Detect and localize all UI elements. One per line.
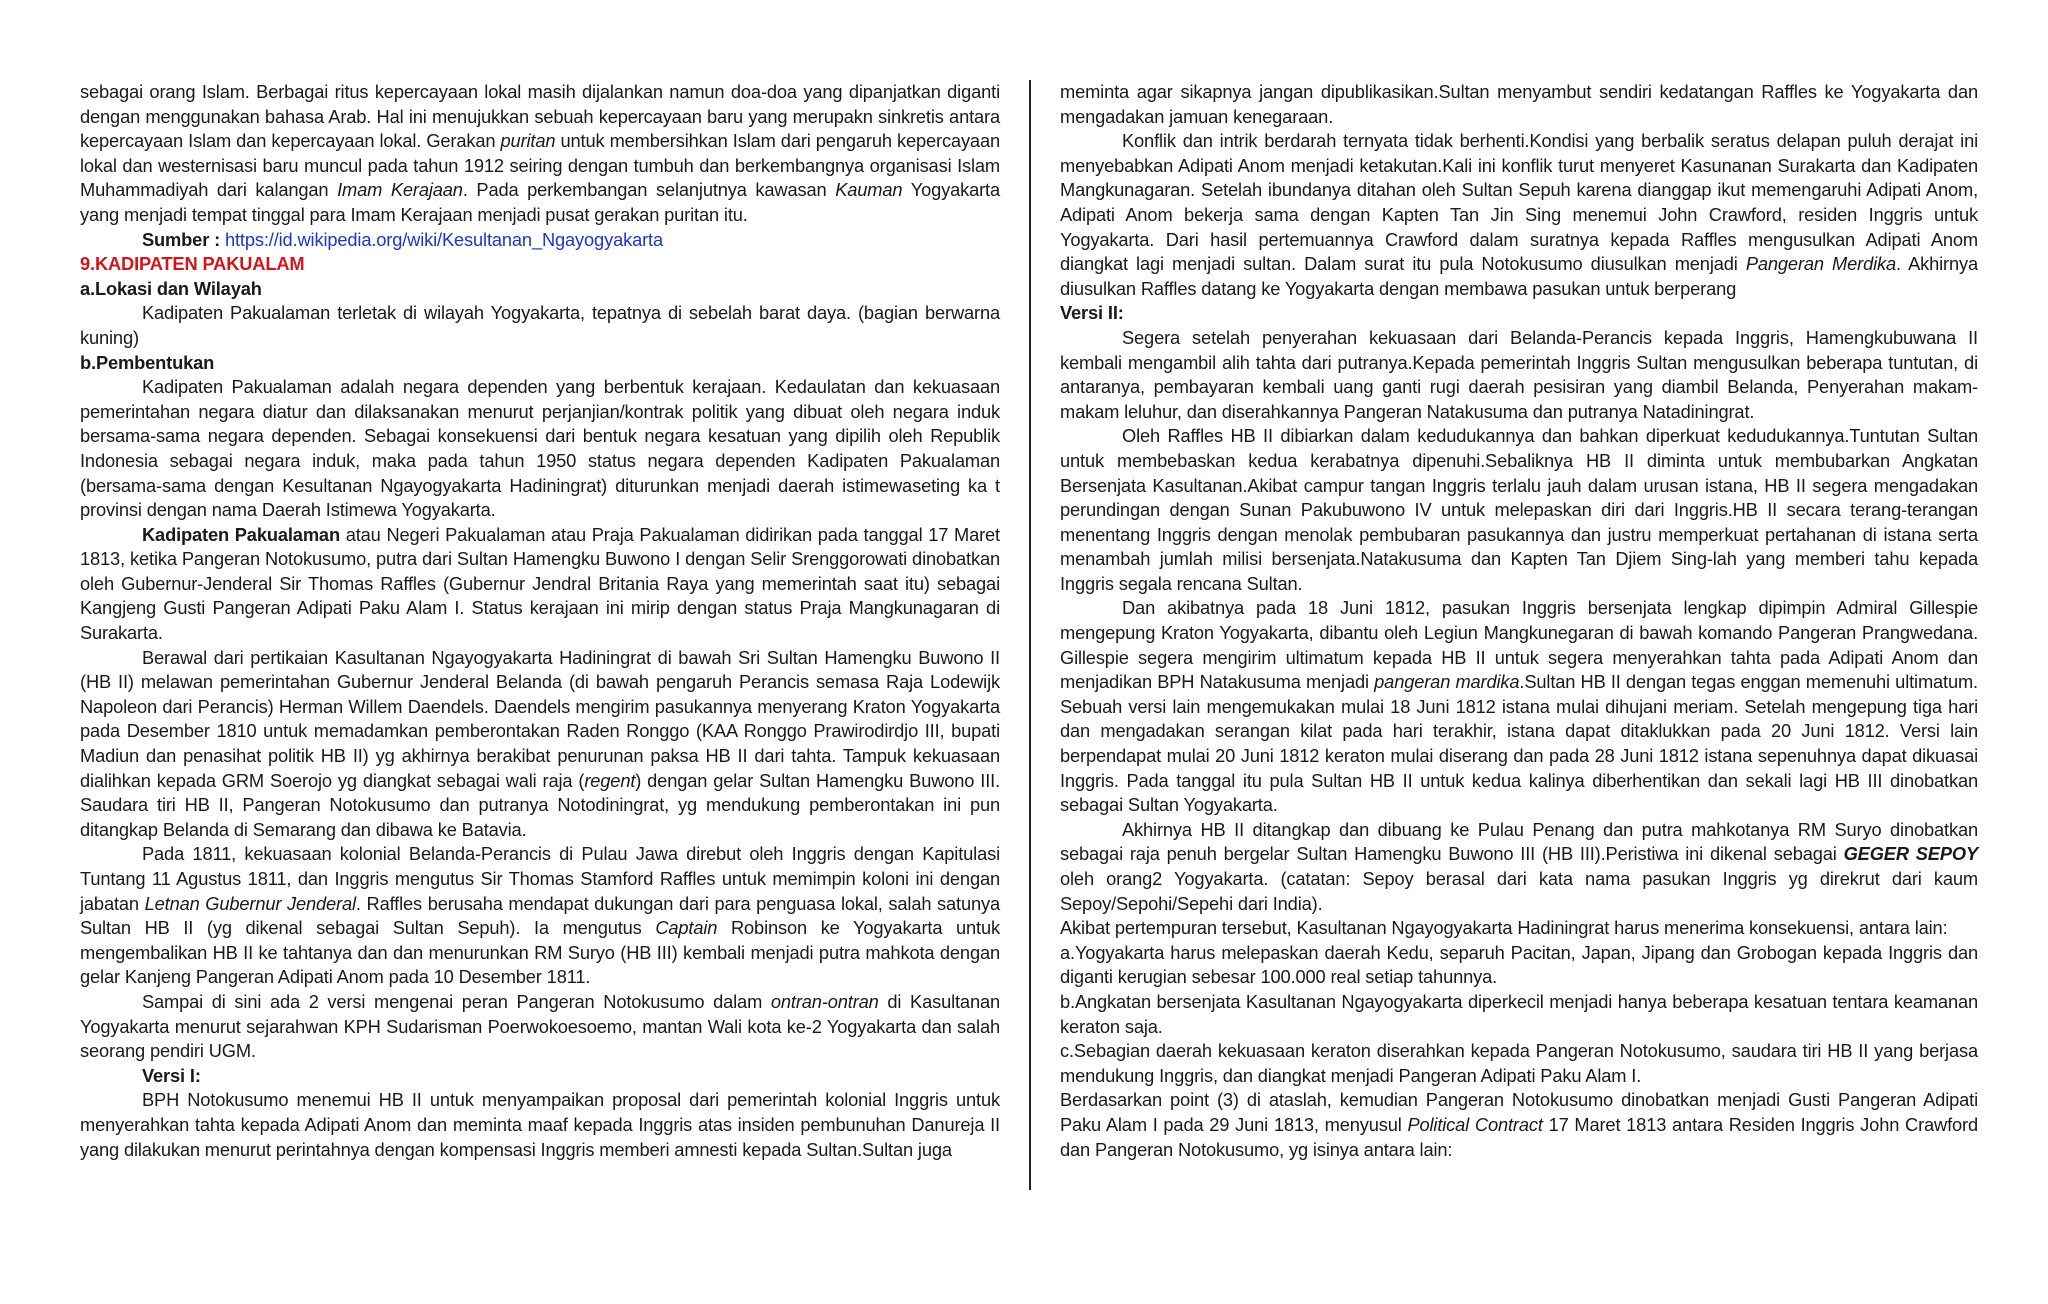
paragraph-akibat: Akibat pertempuran tersebut, Kasultanan Ngayogyakarta Hadiningrat harus menerima konsekuensi, antara lain: xyxy=(1060,917,1948,939)
paragraph-pembentukan-1: Kadipaten Pakualaman adalah negara dependen yang berbentuk kerajaan. Kedaulatan dan kekuasaan pemerintahan negara diatur dan dilaksanakan menurut perjanjian/kontrak politik yang dibuat oleh negara induk bersama-sama negara dependen. Sebagai konsekuensi dari bentuk negara kesatuan yang dipilih oleh Republik Indonesia sebagai negara induk, maka pada tahun 1950 status negara dependen Kadipaten Pakualaman (bersama-sama dengan Kesultanan Ngayogyakarta Hadiningrat) diturunkan menjadi daerah istimewaseting ka t provinsi dengan nama Daerah Istimewa Yogyakarta. xyxy=(80,376,1000,521)
versi-1-heading: Versi I: xyxy=(142,1064,201,1086)
source-label: Sumber : xyxy=(142,228,225,250)
subheading-pembentukan: b.Pembentukan xyxy=(80,351,215,373)
paragraph-pembentukan-2: Kadipaten Pakualaman atau Negeri Pakualaman atau Praja Pakualaman didirikan pada tanggal 17 Maret 1813, ketika Pangeran Notokusumo, putra dari Sultan Hamengku Buwono I dengan Selir Srenggorowati dinobatkan oleh Gubernur-Jenderal Sir Thomas Raffles (Gubernur Jendral Britania Raya yang memerintah saat itu) sebagai Kangjeng Gusti Pangeran Adipati Paku Alam I. Status kerajaan ini mirip dengan status Praja Mangkunagaran di Surakarta. xyxy=(80,523,1000,644)
paragraph-versi-1: BPH Notokusumo menemui HB II untuk menyampaikan proposal dari pemerintah kolonial Inggris untuk menyerahkan tahta kepada Adipati Anom dan meminta maaf kepada Inggris atas insiden pembunuhan Danureja II yang dilakukan menurut perintahnya dengan kompensasi Inggris memberi amnesti kepada Sultan.Sultan juga xyxy=(80,1089,1000,1160)
paragraph-sampai: Sampai di sini ada 2 versi mengenai peran Pangeran Notokusumo dalam ontran-ontran di Kasultanan Yogyakarta menurut sejarahwan KPH Sudarisman Poerwokoesoemo, mantan Wali kota ke-2 Yogyakarta dan salah seorang pendiri UGM. xyxy=(80,990,1001,1062)
paragraph-konflik: Konflik dan intrik berdarah ternyata tidak berhenti.Kondisi yang berbalik seratus delapan puluh derajat ini menyebabkan Adipati Anom menjadi ketakutan.Kali ini konflik turut menyeret Kasunanan Surakarta dan Kadipaten Mangkunagaran. Setelah ibundanya ditahan oleh Sultan Sepuh karena dianggap ikut memengaruhi Adipati Anom, Adipati Anom bekerja sama dengan Kapten Tan Jin Sing menemui John Crawford, residen Inggris untuk Yogyakarta. Dari hasil pertemuannya Crawford dalam suratnya kepada Raffles mengusulkan Adipati Anom diangkat lagi menjadi sultan. Dalam surat itu pula Notokusumo diusulkan menjadi Pangeran Merdika. Akhirnya diusulkan Raffles datang ke Yogyakarta dengan membawa pasukan untuk berperang xyxy=(1060,130,1979,299)
paragraph-1811: Pada 1811, kekuasaan kolonial Belanda-Perancis di Pulau Jawa direbut oleh Inggris dengan Kapitulasi Tuntang 11 Agustus 1811, dan Inggris mengutus Sir Thomas Stamford Raffles untuk memimpin koloni ini dengan jabatan Letnan Gubernur Jenderal. Raffles berusaha mendapat dukungan dari para penguasa lokal, salah satunya Sultan HB II (yg dikenal sebagai Sultan Sepuh). Ia mengutus Captain Robinson ke Yogyakarta untuk mengembalikan HB II ke tahtanya dan dan menurunkan RM Suryo (HB III) kembali menjadi putra mahkota dengan gelar Kanjeng Pangeran Adipati Anom pada 10 Desember 1811. xyxy=(80,843,1000,988)
versi-2-heading: Versi II: xyxy=(1060,302,1124,324)
paragraph-segera: Segera setelah penyerahan kekuasaan dari Belanda-Perancis kepada Inggris, Hamengkubuwana II kembali mengambil alih tahta dari putranya.Kepada pemerintah Inggris Sultan mengusulkan beberapa tuntutan, di antaranya, pembayaran kembali uang ganti rugi daerah pesisiran yang diambil Belanda, Penyerahan makam-makam leluhur, dan diserahkannya Pangeran Natakusuma dan putranya Natadiningrat. xyxy=(1060,326,1978,422)
paragraph-berawal: Berawal dari pertikaian Kasultanan Ngayogyakarta Hadiningrat di bawah Sri Sultan Hamengku Buwono II (HB II) melawan pemerintahan Gubernur Jenderal Belanda (di bawah pengaruh Perancis semasa Raja Lodewijk Napoleon dari Perancis) Herman Willem Daendels. Daendels mengirim pasukannya menyerang Kraton Yogyakarta pada Desember 1810 untuk memadamkan pemberontakan Raden Ronggo (KAA Ronggo Prawirodirdjo III, bupati Madiun dan penasihat politik HB II) yg akhirnya berakibat penurunan paksa HB II dari tahta. Tampuk kekuasaan dialihkan kepada GRM Soerojo yg diangkat sebagai wali raja (regent) dengan gelar Sultan Hamengku Buwono III. Saudara tiri HB II, Pangeran Notokusumo dan putranya Notodiningrat, yg mendukung pemberontakan ini pun ditangkap Belanda di Semarang dan dibawa ke Batavia. xyxy=(80,646,1000,840)
list-item-a: a.Yogyakarta harus melepaskan daerah Kedu, separuh Pacitan, Japan, Jipang dan Grobogan kepada Inggris dan diganti kerugian sebesar 100.000 real setiap tahunnya. xyxy=(1060,941,1978,988)
paragraph-akhirnya: Akhirnya HB II ditangkap dan dibuang ke Pulau Penang dan putra mahkotanya RM Suryo dinobatkan sebagai raja penuh bergelar Sultan Hamengku Buwono III (HB III).Peristiwa ini dikenal sebagai GEGER SEPOY oleh orang2 Yogyakarta. (catatan: Sepoy berasal dari kata nama pasukan Inggris yg direkrut dari kaum Sepoy/Sepohi/Sepehi dari India). xyxy=(1060,818,1978,914)
paragraph-intro: sebagai orang Islam. Berbagai ritus kepercayaan lokal masih dijalankan namun doa-doa yang dipanjatkan diganti dengan menggunakan bahasa Arab. Hal ini menujukkan sebuah kepercayaan baru yang merupakn sinkretis antara kepercayaan Islam dan kepercayaan lokal. Gerakan puritan untuk membersihkan Islam dari pengaruh kepercayaan lokal dan westernisasi baru muncul pada tahun 1912 seiring dengan tumbuh dan berkembangnya organisasi Islam Muhammadiyah dari kalangan Imam Kerajaan. Pada perkembangan selanjutnya kawasan Kauman Yogyakarta yang menjadi tempat tinggal para Imam Kerajaan menjadi pusat gerakan puritan itu. xyxy=(80,81,1001,225)
paragraph-oleh: Oleh Raffles HB II dibiarkan dalam kedudukannya dan bahkan diperkuat kedudukannya.Tuntutan Sultan untuk membebaskan kedua kerabatnya dipenuhi.Sebaliknya HB II diminta untuk membubarkan Angkatan Bersenjata Kasultanan.Akibat campur tangan Inggris terlalu jauh dalam urusan istana, HB II segera mengadakan perundingan dengan Sunan Pakubuwono IV untuk melepaskan diri dari Inggris.HB II secara terang-terangan menentang Inggris dengan menolak pembubaran pasukannya dan justru memperkuat pertahanan di istana serta menambah jumlah milisi bersenjata.Natakusuma dan Kapten Tan Djiem Sing-lah yang memberi tahu kepada Inggris segala rencana Sultan. xyxy=(1060,425,1978,594)
paragraph-continuation: meminta agar sikapnya jangan dipublikasikan.Sultan menyambut sendiri kedatangan Raffles ke Yogyakarta dan mengadakan jamuan kenegaraan. xyxy=(1060,81,1978,127)
paragraph-dan-akibatnya: Dan akibatnya pada 18 Juni 1812, pasukan Inggris bersenjata lengkap dipimpin Admiral Gillespie mengepung Kraton Yogyakarta, dibantu oleh Legiun Mangkunegaran di bawah komando Pangeran Prangwedana. Gillespie segera mengirim ultimatum kepada HB II untuk segera menyerahkan tahta pada Adipati Anom dan menjadikan BPH Natakusuma menjadi pangeran mardika.Sultan HB II dengan tegas enggan memenuhi ultimatum. Sebuah versi lain mengemukakan mulai 18 Juni 1812 istana mulai dihujani meriam. Setelah mengepung tiga hari dan mengadakan serangan kilat pada hari terakhir, istana dapat ditaklukkan pada 20 Juni 1812. Versi lain berpendapat mulai 20 Juni 1812 keraton mulai diserang dan pada 28 Juni 1812 istana sepenuhnya dapat dikuasai Inggris. Pada tanggal itu pula Sultan HB II untuk kedua kalinya diberhentikan dan sekali lagi HB III dinobatkan sebagai Sultan Yogyakarta. xyxy=(1060,597,1978,816)
left-column xyxy=(80,80,1000,1162)
paragraph-berdasarkan: Berdasarkan point (3) di ataslah, kemudian Pangeran Notokusumo dinobatkan menjadi Gusti Pangeran Adipati Paku Alam I pada 29 Juni 1813, menyusul Political Contract 17 Maret 1813 antara Residen Inggris John Crawford dan Pangeran Notokusumo, yg isinya antara lain: xyxy=(1060,1089,1978,1160)
list-item-b: b.Angkatan bersenjata Kasultanan Ngayogyakarta diperkecil menjadi hanya beberapa kesatuan tentara keamanan keraton saja. xyxy=(1060,990,1978,1037)
subheading-lokasi: a.Lokasi dan Wilayah xyxy=(80,277,262,299)
column-divider xyxy=(1029,80,1031,1190)
right-column xyxy=(1060,80,1978,1162)
source-line xyxy=(80,228,1000,253)
section-title: 9.KADIPATEN PAKUALAM xyxy=(80,253,305,275)
source-link[interactable]: https://id.wikipedia.org/wiki/Kesultanan_Ngayogyakarta xyxy=(224,228,663,250)
list-item-c: c.Sebagian daerah kekuasaan keraton diserahkan kepada Pangeran Notokusumo, saudara tiri HB II yang berjasa mendukung Inggris, dan diangkat menjadi Pangeran Adipati Paku Alam I. xyxy=(1060,1040,1978,1086)
paragraph-lokasi: Kadipaten Pakualaman terletak di wilayah Yogyakarta, tepatnya di sebelah barat daya. (bagian berwarna kuning) xyxy=(80,302,1000,348)
